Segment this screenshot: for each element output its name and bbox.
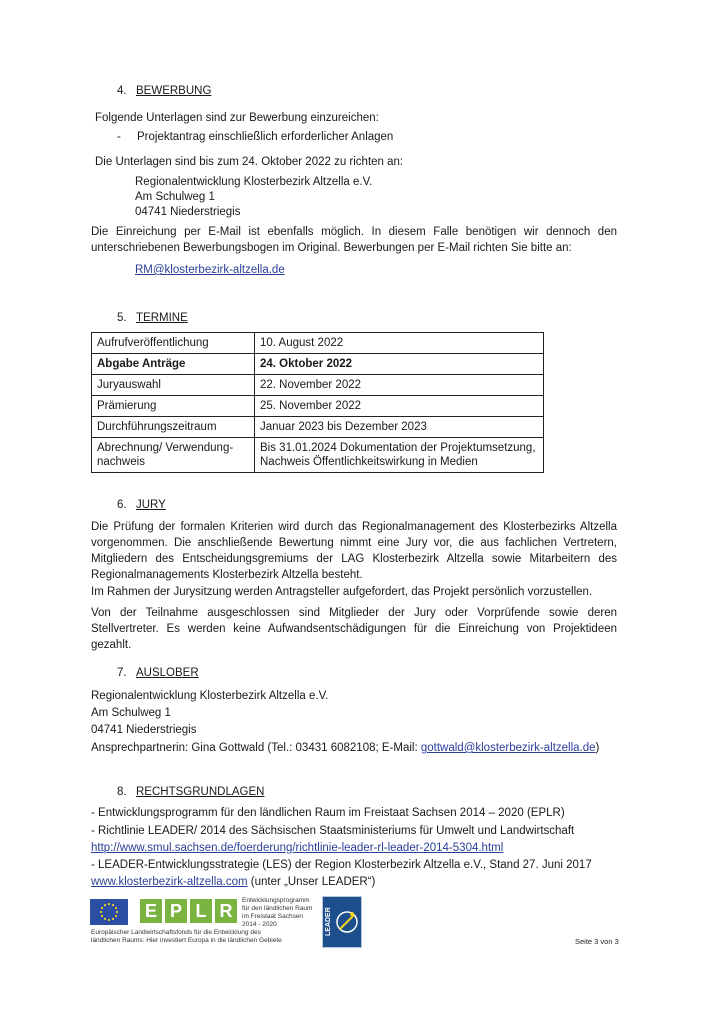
- eplr-caption-line: 2014 - 2020: [242, 921, 277, 928]
- table-cell-label: Prämierung: [92, 396, 255, 417]
- eu-caption-line: ländlichen Raums: Hier investiert Europa in die ländlichen Gebiete: [91, 937, 282, 944]
- address-line: 04741 Niederstriegis: [135, 206, 241, 218]
- address-line: Regionalentwicklung Klosterbezirk Altzella e.V.: [135, 176, 373, 188]
- address-line: 04741 Niederstriegis: [91, 724, 197, 736]
- eplr-letter: E: [140, 899, 162, 923]
- submission-email-link[interactable]: RM@klosterbezirk-altzella.de: [135, 264, 285, 276]
- table-cell-value: Januar 2023 bis Dezember 2023: [255, 417, 544, 438]
- section-title: AUSLOBER: [136, 667, 199, 679]
- bewerbung-intro: Folgende Unterlagen sind zur Bewerbung einzureichen:: [95, 112, 379, 124]
- submission-address: [135, 174, 372, 219]
- eplr-caption: [242, 897, 312, 929]
- section-4-heading: [117, 83, 211, 99]
- table-cell-value: 10. August 2022: [255, 333, 544, 354]
- eplr-letter: R: [215, 899, 237, 923]
- website-note: (unter „Unser LEADER“): [247, 876, 376, 888]
- eu-caption-line: Europäischer Landwirtschaftsfonds für die Entwicklung des: [91, 929, 261, 936]
- table-cell-label: Juryauswahl: [92, 375, 255, 396]
- contact-prefix: Ansprechpartnerin: Gina Gottwald (Tel.: 03431 6082108; E-Mail:: [91, 742, 421, 754]
- email-submission-text: Die Einreichung per E-Mail ist ebenfalls möglich. In diesem Falle benötigen wir dennoch den unterschriebenen Bewerbungsbogen im Original. Bewerbungen per E-Mail richten Sie bitte an:: [91, 226, 617, 254]
- section-title: RECHTSGRUNDLAGEN: [136, 786, 265, 798]
- legal-line-eplr: - Entwicklungsprogramm für den ländlichen Raum im Freistaat Sachsen 2014 – 2020 (EPLR): [91, 807, 565, 819]
- section-7-heading: [117, 665, 199, 681]
- section-title: TERMINE: [136, 312, 188, 324]
- eplr-caption-line: für den ländlichen Raum: [242, 905, 313, 912]
- jury-paragraph-2: Im Rahmen der Jurysitzung werden Antragsteller aufgefordert, das Projekt persönlich vorzustellen.: [91, 586, 593, 598]
- legal-line-richtlinie: - Richtlinie LEADER/ 2014 des Sächsischen Staatsministeriums für Umwelt und Landwirtschaft: [91, 825, 575, 837]
- jury-paragraph-3: Von der Teilnahme ausgeschlossen sind Mitglieder der Jury oder Vorprüfende sowie deren Stellvertreter. Es werden keine Aufwandsentschädigungen für die Einreichung von Projektideen gezahlt.: [91, 607, 617, 651]
- page-number: Seite 3 von 3: [575, 937, 619, 946]
- leader-logo: [322, 896, 362, 948]
- eu-stars-icon: [90, 899, 128, 925]
- website-link[interactable]: www.klosterbezirk-altzella.com: [91, 876, 248, 888]
- eplr-letter: P: [165, 899, 187, 923]
- contact-suffix: ): [595, 742, 600, 754]
- bullet-item: Projektantrag einschließlich erforderlicher Anlagen: [137, 131, 394, 143]
- contact-email-link[interactable]: gottwald@klosterbezirk-altzella.de: [420, 742, 596, 754]
- address-line: Am Schulweg 1: [91, 707, 171, 719]
- eu-flag-logo: [90, 899, 128, 925]
- legal-line-website: [91, 874, 375, 890]
- deadline-text: Die Unterlagen sind bis zum 24. Oktober 2022 zu richten an:: [95, 156, 404, 168]
- section-title: BEWERBUNG: [136, 85, 212, 97]
- section-number: 5.: [117, 312, 127, 324]
- eplr-caption-line: Entwicklungsprogramm: [242, 897, 310, 904]
- table-cell-value: 24. Oktober 2022: [255, 354, 544, 375]
- eu-caption: [91, 929, 282, 945]
- section-number: 6.: [117, 499, 127, 511]
- section-8-heading: [117, 784, 264, 800]
- table-row: [92, 396, 544, 417]
- leader-star-icon: [335, 905, 359, 939]
- section-5-heading: [117, 310, 188, 326]
- section-title: JURY: [136, 499, 166, 511]
- address-line: Regionalentwicklung Klosterbezirk Altzella e.V.: [91, 690, 329, 702]
- contact-line: [91, 740, 599, 756]
- table-row: [92, 417, 544, 438]
- bullet-dash: -: [117, 131, 121, 143]
- table-cell-value: 22. November 2022: [255, 375, 544, 396]
- section-number: 4.: [117, 85, 127, 97]
- section-6-heading: [117, 497, 166, 513]
- section-number: 8.: [117, 786, 127, 798]
- table-row: [92, 333, 544, 354]
- eplr-letter: L: [190, 899, 212, 923]
- table-row: [92, 375, 544, 396]
- jury-paragraph-1: Die Prüfung der formalen Kriterien wird durch das Regionalmanagement des Klosterbezirks Altzella vorgenommen. Die anschließende Bewertung nimmt eine Jury vor, die aus fachlichen Vertretern, Mitgliedern des Entscheidungsgremiums der LAG Klosterbezirk Altzella sowie Mitarbeitern des Regionalmanagements Klosterbezirk Altzella besteht.: [91, 521, 617, 581]
- address-line: Am Schulweg 1: [135, 191, 215, 203]
- table-cell-label: Durchführungszeitraum: [92, 417, 255, 438]
- table-cell-value: 25. November 2022: [255, 396, 544, 417]
- organizer-address: [91, 688, 328, 739]
- termine-table: [91, 332, 544, 473]
- table-row: [92, 438, 544, 473]
- eplr-logo: [140, 899, 237, 923]
- legal-line-les: - LEADER-Entwicklungsstrategie (LES) der Region Klosterbezirk Altzella e.V., Stand 27. Juni 2017: [91, 859, 592, 871]
- table-cell-label: Aufrufveröffentlichung: [92, 333, 255, 354]
- table-row: [92, 354, 544, 375]
- eplr-caption-line: im Freistaat Sachsen: [242, 913, 304, 920]
- table-cell-label: Abrechnung/ Verwendung-nachweis: [92, 438, 255, 473]
- leader-text: LEADER: [325, 907, 332, 937]
- smul-link[interactable]: http://www.smul.sachsen.de/foerderung/richtlinie-leader-rl-leader-2014-5304.html: [91, 842, 504, 854]
- table-cell-label: Abgabe Anträge: [92, 354, 255, 375]
- section-number: 7.: [117, 667, 127, 679]
- table-cell-value: Bis 31.01.2024 Dokumentation der Projektumsetzung, Nachweis Öffentlichkeitswirkung in Medien: [255, 438, 544, 473]
